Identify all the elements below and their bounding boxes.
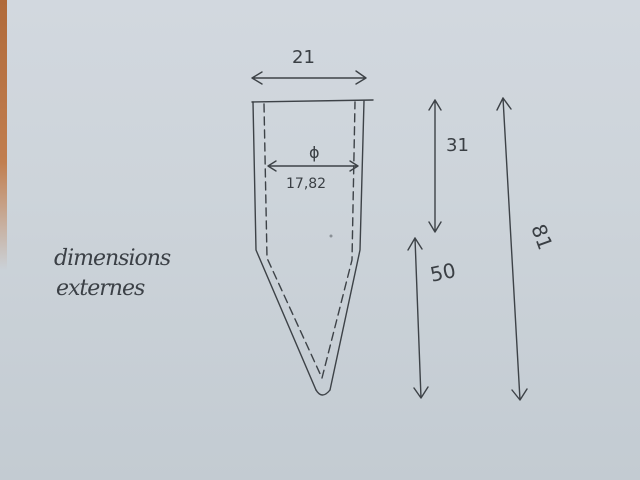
width-arrow <box>252 71 366 84</box>
note-line-2: externes <box>56 276 145 301</box>
total-height-arrow <box>497 98 527 400</box>
upper-height-label: 31 <box>446 135 469 156</box>
diameter-value: 17,82 <box>286 176 327 192</box>
note-line-1: dimensions <box>54 246 171 271</box>
tube-outer-left <box>253 102 316 390</box>
diameter-arrow <box>268 161 358 171</box>
width-label: 21 <box>292 47 315 68</box>
total-height-label: 81 <box>526 220 558 253</box>
cone-height-arrow <box>408 238 428 398</box>
tube-tip <box>316 390 330 395</box>
cone-height-label: 50 <box>427 258 458 287</box>
upper-height-arrow <box>429 100 441 232</box>
tube-outer-right <box>330 101 364 390</box>
diameter-symbol: ϕ <box>309 143 320 162</box>
